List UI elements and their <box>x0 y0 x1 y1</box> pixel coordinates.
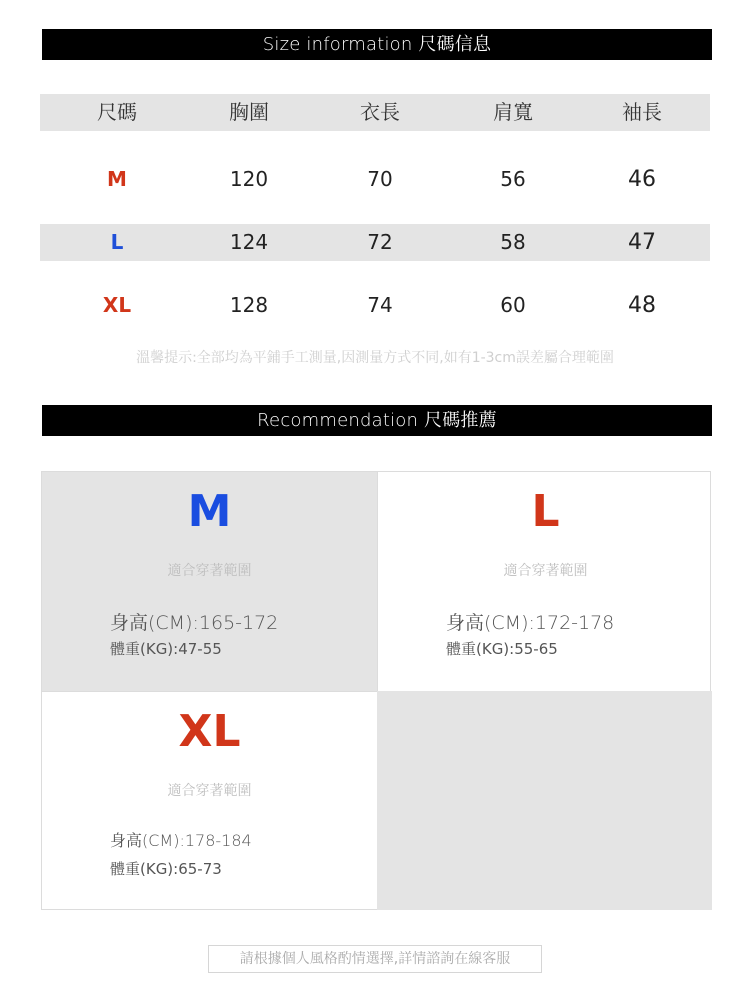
sleeve-value: 46 <box>628 167 656 192</box>
card-height: 身高(CM):165-172 <box>110 612 279 634</box>
header-chest: 胸圍 <box>229 100 269 124</box>
size-label: XL <box>102 293 132 317</box>
footer-note: 請根據個人風格酌情選擇,詳情諮詢在線客服 <box>208 945 542 973</box>
shoulder-value: 60 <box>500 293 526 317</box>
size-label: M <box>107 167 127 191</box>
card-xl <box>42 691 377 910</box>
card-weight: 體重(KG):55-65 <box>446 640 558 658</box>
card-weight: 體重(KG):65-73 <box>110 860 222 878</box>
card-fit-label: 適合穿著範圍 <box>167 563 252 579</box>
length-value: 72 <box>367 230 393 254</box>
size-row-xl <box>40 287 710 324</box>
card-l <box>377 472 712 691</box>
empty-card <box>377 691 712 910</box>
recommendation-grid <box>41 471 711 910</box>
sleeve-value: 47 <box>628 230 656 255</box>
sleeve-value: 48 <box>628 293 656 318</box>
size-row-m <box>40 161 710 198</box>
card-height: 身高(CM):178-184 <box>110 831 252 850</box>
shoulder-value: 56 <box>500 167 526 191</box>
card-size: L <box>531 486 560 537</box>
card-weight: 體重(KG):47-55 <box>110 640 222 658</box>
header-size: 尺碼 <box>97 100 137 124</box>
size-row-l <box>40 224 710 261</box>
chest-value: 124 <box>229 230 269 254</box>
measurement-note: 溫馨提示:全部均為平鋪手工測量,因測量方式不同,如有1-3cm誤差屬合理範圍 <box>136 350 614 366</box>
length-value: 70 <box>367 167 393 191</box>
recommendation-banner: Recommendation 尺碼推薦 <box>42 405 712 436</box>
size-label: L <box>110 230 124 254</box>
card-m <box>42 472 377 691</box>
shoulder-value: 58 <box>500 230 526 254</box>
chest-value: 128 <box>229 293 269 317</box>
length-value: 74 <box>367 293 393 317</box>
size-table-header <box>40 94 710 131</box>
header-sleeve: 袖長 <box>622 100 662 124</box>
card-fit-label: 適合穿著範圍 <box>167 783 252 799</box>
card-fit-label: 適合穿著範圍 <box>503 563 588 579</box>
header-shoulder: 肩寬 <box>493 100 533 124</box>
chest-value: 120 <box>229 167 269 191</box>
card-size: M <box>187 486 232 537</box>
size-info-banner: Size information 尺碼信息 <box>42 29 712 60</box>
card-height: 身高(CM):172-178 <box>446 612 615 634</box>
header-length: 衣長 <box>360 100 400 124</box>
card-size: XL <box>178 706 241 757</box>
